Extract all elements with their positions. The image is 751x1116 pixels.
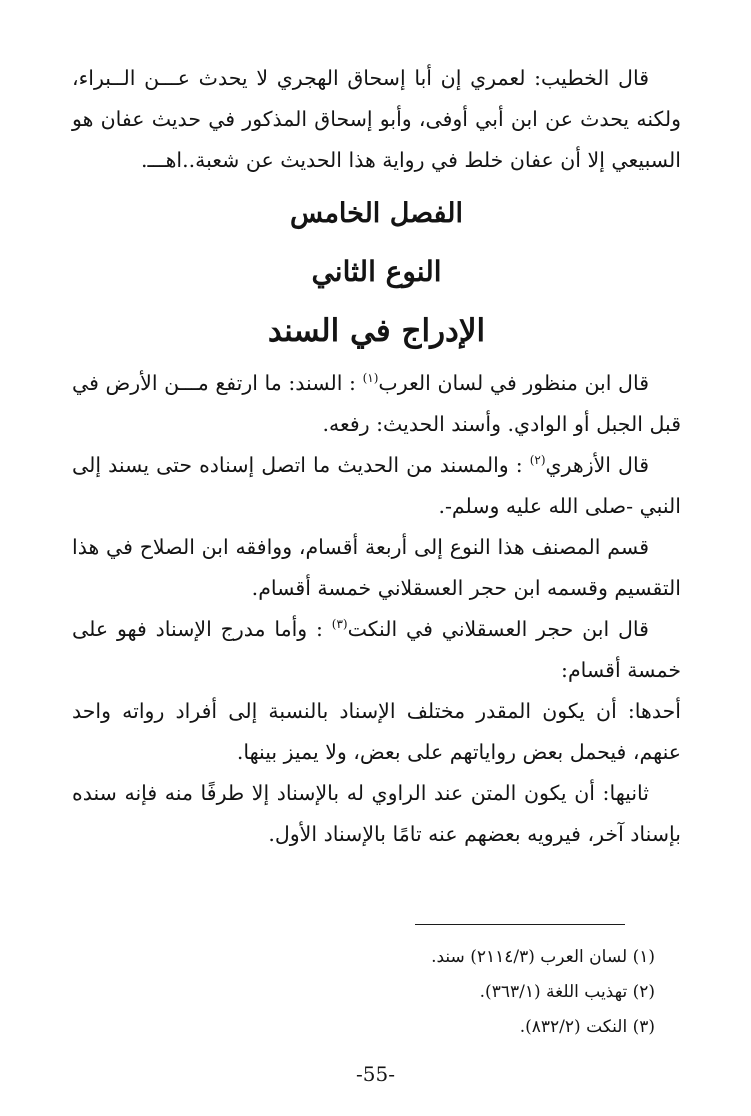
paragraph-khatib: قال الخطيب: لعمري إن أبا إسحاق الهجري لا يحدث عـــن الــبراء، ولكنه يحدث عن ابن أبي أوفى، وأبو إسحاق المذكور في حديث عفان هو السبيعي إلا أن عفان خلط في رواية هذا الحديث عن شعبة..اهـــ.	[72, 66, 681, 172]
paragraph-first-type: أحدها: أن يكون المقدر مختلف الإسناد بالنسبة إلى أفراد رواته واحد عنهم، فيحمل بعض رواياتهم على بعض، ولا يميز بينها.	[72, 699, 681, 764]
paragraph-azhari	[72, 445, 681, 527]
paragraph-second-type: ثانيها: أن يكون المتن عند الراوي له بالإسناد إلا طرفًا منه فإنه سنده بإسناد آخر، فيرويه بعضهم عنه تامًا بالإسناد الأول.	[72, 781, 681, 846]
text: : السند: ما ارتفع مـــن الأرض في قبل الجبل أو الوادي. وأسند الحديث: رفعه.	[72, 371, 681, 436]
footnote-separator	[415, 924, 625, 925]
footnote-2: (٢) تهذيب اللغة (٣٦٣/١).	[479, 982, 655, 1002]
footnote-1: (١) لسان العرب (٢١١٤/٣) سند.	[431, 947, 655, 967]
paragraph-ibn-hajar	[72, 609, 681, 691]
footnote-ref-3[interactable]: (٣)	[331, 617, 348, 632]
page-number: -55-	[356, 1062, 395, 1086]
type-heading: النوع الثاني	[311, 255, 442, 288]
main-text	[72, 58, 681, 855]
footnote-ref-1[interactable]: (١)	[362, 371, 379, 386]
footnote-ref-2[interactable]: (٢)	[529, 453, 546, 468]
text: قال ابن حجر العسقلاني في النكت	[347, 617, 649, 641]
chapter-heading: الفصل الخامس	[290, 198, 463, 229]
footnote-3: (٣) النكت (٨٣٢/٢).	[519, 1017, 655, 1037]
paragraph-division: قسم المصنف هذا النوع إلى أربعة أقسام، ووافقه ابن الصلاح في هذا التقسيم وقسمه ابن حجر العسقلاني خمسة أقسام.	[72, 535, 681, 600]
text: قال ابن منظور في لسان العرب	[378, 371, 649, 395]
text: : والمسند من الحديث ما اتصل إسناده حتى يسند إلى النبي -صلى الله عليه وسلم-.	[72, 453, 681, 518]
paragraph-ibn-manzur	[72, 363, 681, 445]
text: : وأما مدرج الإسناد فهو على خمسة أقسام:	[72, 617, 681, 682]
footnotes	[235, 940, 655, 1045]
topic-heading: الإدراج في السند	[267, 313, 486, 349]
text: قال الأزهري	[545, 453, 649, 477]
